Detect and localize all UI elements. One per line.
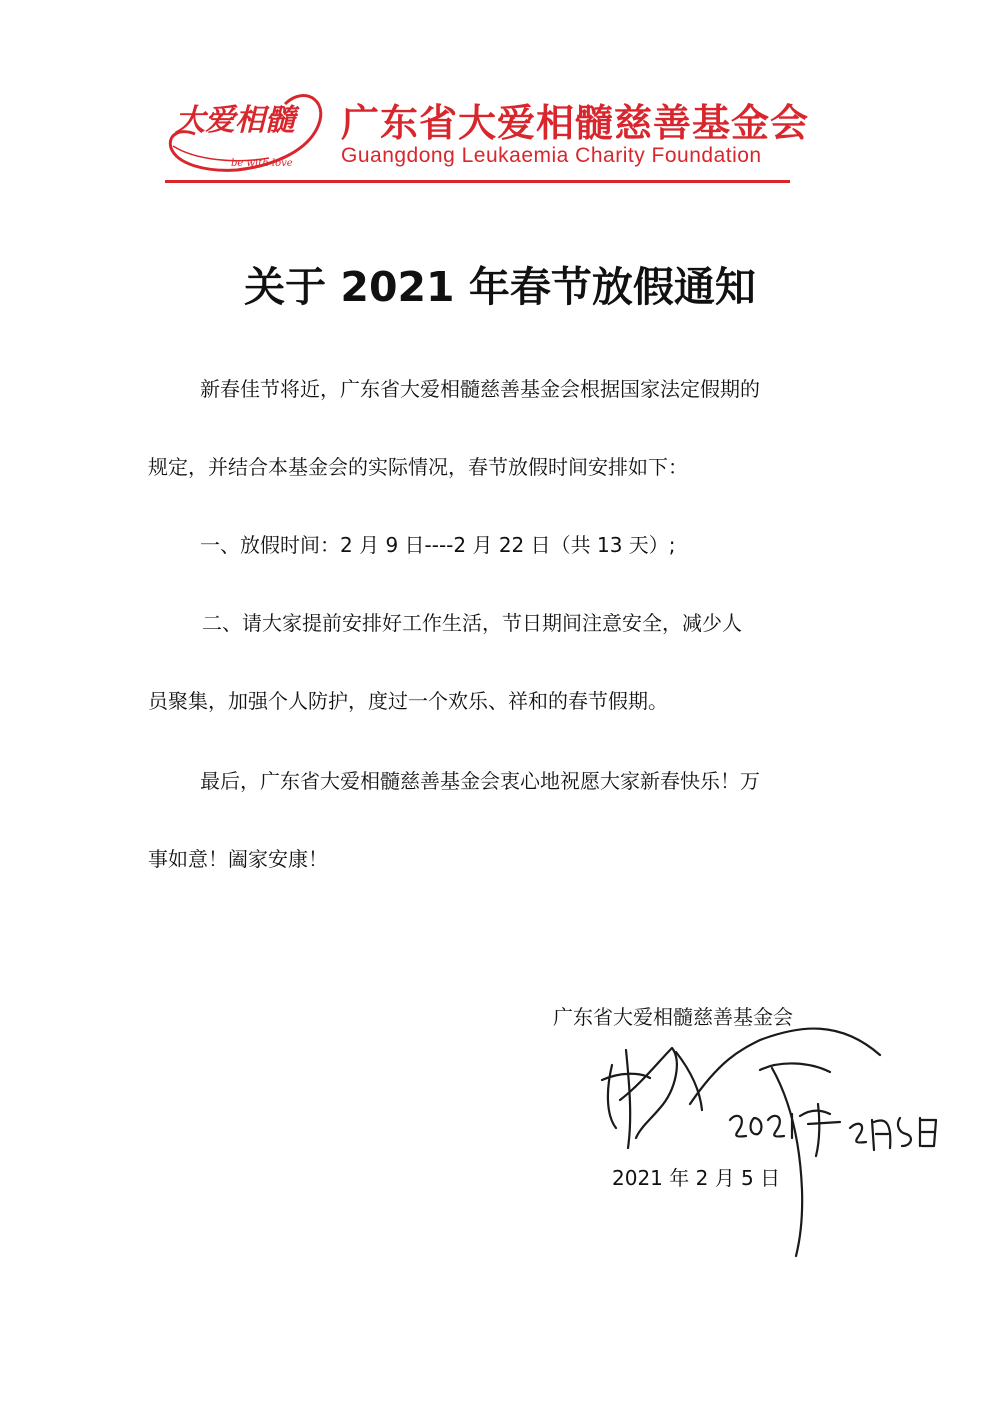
- signature-date: 2021 年 2 月 5 日: [612, 1166, 781, 1190]
- notice-title: 关于 2021 年春节放假通知: [244, 263, 756, 311]
- org-name-cn: 广东省大爱相髓慈善基金会: [341, 100, 810, 145]
- foundation-logo: [165, 84, 335, 174]
- svg-text:be with love: be with love: [231, 158, 293, 169]
- para1-line2: 规定，并结合本基金会的实际情况，春节放假时间安排如下：: [148, 455, 688, 479]
- letterhead: [165, 84, 810, 184]
- org-name-en: Guangdong Leukaemia Charity Foundation: [341, 144, 762, 167]
- heart-logo-icon: [165, 84, 335, 176]
- safety-item-line1: 二、请大家提前安排好工作生活，节日期间注意安全，减少人: [202, 611, 742, 635]
- closing-line1: 最后，广东省大爱相髓慈善基金会衷心地祝愿大家新春快乐！万: [200, 769, 760, 793]
- svg-text:大爱相髓: 大爱相髓: [175, 103, 295, 138]
- signature-org: 广东省大爱相髓慈善基金会: [553, 1005, 793, 1029]
- holiday-period-item: 一、放假时间：2 月 9 日----2 月 22 日（共 13 天）;: [200, 533, 676, 557]
- para1-line1: 新春佳节将近，广东省大爱相髓慈善基金会根据国家法定假期的: [200, 377, 760, 401]
- closing-line2: 事如意！阖家安康！: [148, 847, 328, 871]
- letterhead-divider: [165, 180, 790, 183]
- safety-item-line2: 员聚集，加强个人防护，度过一个欢乐、祥和的春节假期。: [148, 689, 668, 713]
